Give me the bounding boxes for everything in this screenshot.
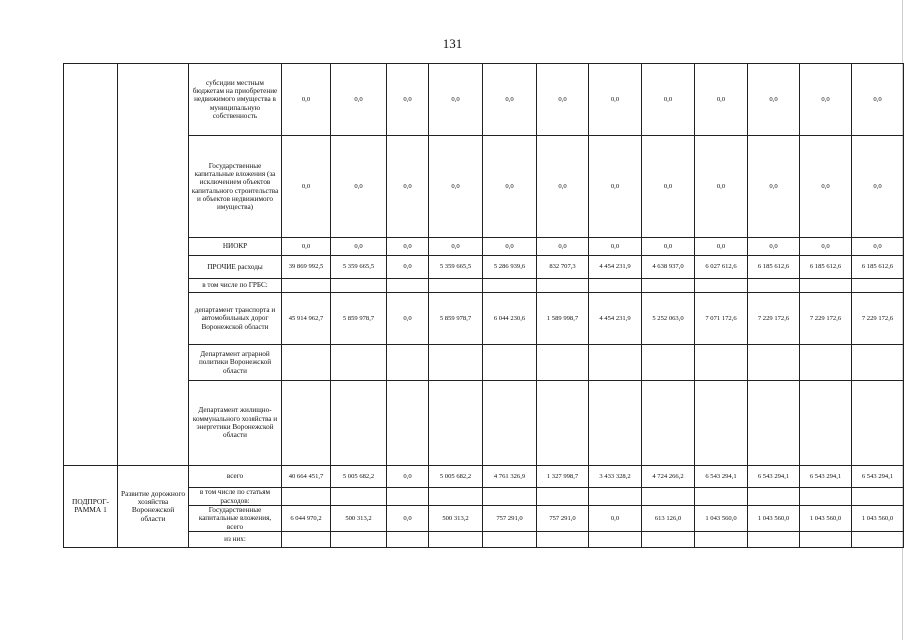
row-label: Государственные капитальные вложения, всего: [189, 506, 282, 532]
value-cell: 0,0: [642, 136, 695, 238]
value-cell: 0,0: [695, 64, 748, 136]
value-cell: 0,0: [852, 238, 904, 256]
value-cell: 6 543 294,1: [852, 466, 904, 488]
value-cell: 4 454 231,9: [589, 293, 642, 345]
budget-table: [63, 63, 904, 548]
value-cell: 0,0: [800, 64, 852, 136]
row-label: всего: [189, 466, 282, 488]
value-cell: [748, 279, 800, 293]
row-label: Государственные капитальные вложения (за исключением объектов капитального строительства и объектов недвижимого имущества): [189, 136, 282, 238]
value-cell: 0,0: [483, 64, 537, 136]
value-cell: [483, 488, 537, 506]
value-cell: [483, 531, 537, 547]
value-cell: [695, 279, 748, 293]
value-cell: [642, 381, 695, 466]
value-cell: [483, 279, 537, 293]
value-cell: [800, 345, 852, 381]
table-row: [64, 279, 904, 293]
program-name-cell: [118, 64, 189, 466]
value-cell: 0,0: [387, 136, 429, 238]
value-cell: [331, 531, 387, 547]
value-cell: [748, 488, 800, 506]
value-cell: 0,0: [852, 136, 904, 238]
table-row: [64, 256, 904, 279]
value-cell: [331, 279, 387, 293]
value-cell: 0,0: [387, 256, 429, 279]
value-cell: [589, 488, 642, 506]
value-cell: 1 043 560,0: [695, 506, 748, 532]
value-cell: [387, 345, 429, 381]
value-cell: 0,0: [589, 238, 642, 256]
value-cell: [642, 531, 695, 547]
value-cell: 6 543 294,1: [695, 466, 748, 488]
table-row: [64, 531, 904, 547]
value-cell: 6 543 294,1: [800, 466, 852, 488]
value-cell: [483, 381, 537, 466]
value-cell: 1 043 560,0: [800, 506, 852, 532]
value-cell: 757 291,0: [537, 506, 589, 532]
value-cell: 6 027 612,6: [695, 256, 748, 279]
value-cell: [282, 531, 331, 547]
value-cell: 0,0: [642, 64, 695, 136]
value-cell: 7 229 172,6: [748, 293, 800, 345]
row-label: НИОКР: [189, 238, 282, 256]
value-cell: 0,0: [282, 64, 331, 136]
value-cell: [800, 381, 852, 466]
value-cell: [537, 279, 589, 293]
value-cell: [852, 279, 904, 293]
value-cell: 5 005 682,2: [331, 466, 387, 488]
value-cell: [748, 381, 800, 466]
row-label: из них:: [189, 531, 282, 547]
row-label: Департамент аграрной политики Воронежской области: [189, 345, 282, 381]
table-row: [64, 345, 904, 381]
value-cell: [642, 345, 695, 381]
row-label: ПРОЧИЕ расходы: [189, 256, 282, 279]
table-row: [64, 238, 904, 256]
value-cell: 0,0: [800, 136, 852, 238]
value-cell: 0,0: [589, 136, 642, 238]
value-cell: [387, 531, 429, 547]
value-cell: [589, 531, 642, 547]
value-cell: 0,0: [642, 238, 695, 256]
table-row: [64, 506, 904, 532]
value-cell: 0,0: [282, 136, 331, 238]
value-cell: 0,0: [331, 238, 387, 256]
value-cell: 7 071 172,6: [695, 293, 748, 345]
program-code-cell: [64, 64, 118, 466]
value-cell: 1 043 560,0: [748, 506, 800, 532]
value-cell: 0,0: [387, 293, 429, 345]
value-cell: 0,0: [537, 64, 589, 136]
value-cell: [800, 531, 852, 547]
value-cell: 0,0: [748, 64, 800, 136]
value-cell: 5 359 665,5: [429, 256, 483, 279]
value-cell: 0,0: [589, 506, 642, 532]
value-cell: [852, 531, 904, 547]
value-cell: 0,0: [429, 238, 483, 256]
value-cell: 0,0: [748, 238, 800, 256]
table-row: [64, 466, 904, 488]
value-cell: [748, 345, 800, 381]
value-cell: 6 185 612,6: [852, 256, 904, 279]
value-cell: 757 291,0: [483, 506, 537, 532]
value-cell: [800, 279, 852, 293]
value-cell: 5 252 063,0: [642, 293, 695, 345]
value-cell: 4 454 231,9: [589, 256, 642, 279]
subprogram-title: ПОДПРОГ-РАММА 1: [64, 466, 118, 548]
value-cell: 0,0: [331, 64, 387, 136]
value-cell: [429, 279, 483, 293]
value-cell: [387, 279, 429, 293]
value-cell: 0,0: [537, 238, 589, 256]
value-cell: 0,0: [695, 136, 748, 238]
value-cell: 0,0: [429, 64, 483, 136]
value-cell: 6 185 612,6: [748, 256, 800, 279]
value-cell: 40 664 451,7: [282, 466, 331, 488]
value-cell: [695, 531, 748, 547]
value-cell: 5 859 978,7: [429, 293, 483, 345]
value-cell: [537, 531, 589, 547]
value-cell: [282, 488, 331, 506]
value-cell: 6 044 230,6: [483, 293, 537, 345]
value-cell: 45 914 962,7: [282, 293, 331, 345]
table-row: [64, 64, 904, 136]
value-cell: 5 359 665,5: [331, 256, 387, 279]
value-cell: 6 185 612,6: [800, 256, 852, 279]
value-cell: 4 638 937,0: [642, 256, 695, 279]
value-cell: 5 005 682,2: [429, 466, 483, 488]
value-cell: 1 043 560,0: [852, 506, 904, 532]
value-cell: 0,0: [537, 136, 589, 238]
value-cell: [852, 381, 904, 466]
table-row: [64, 136, 904, 238]
value-cell: [429, 345, 483, 381]
value-cell: [589, 279, 642, 293]
value-cell: [537, 381, 589, 466]
value-cell: 0,0: [695, 238, 748, 256]
page-number: 131: [442, 36, 463, 51]
value-cell: [387, 488, 429, 506]
value-cell: 0,0: [282, 238, 331, 256]
value-cell: 0,0: [800, 238, 852, 256]
row-label: Департамент жилищно-коммунального хозяйства и энергетики Воронежской области: [189, 381, 282, 466]
value-cell: [282, 345, 331, 381]
table-row: [64, 293, 904, 345]
value-cell: 0,0: [852, 64, 904, 136]
value-cell: [331, 488, 387, 506]
value-cell: 6 044 970,2: [282, 506, 331, 532]
value-cell: [589, 381, 642, 466]
value-cell: [800, 488, 852, 506]
value-cell: 7 229 172,6: [800, 293, 852, 345]
value-cell: [331, 381, 387, 466]
value-cell: 39 869 992,5: [282, 256, 331, 279]
value-cell: 0,0: [387, 466, 429, 488]
value-cell: [282, 279, 331, 293]
value-cell: 7 229 172,6: [852, 293, 904, 345]
value-cell: 500 313,2: [331, 506, 387, 532]
value-cell: 1 589 998,7: [537, 293, 589, 345]
value-cell: 0,0: [748, 136, 800, 238]
row-label: в том числе по ГРБС:: [189, 279, 282, 293]
value-cell: [642, 279, 695, 293]
value-cell: [429, 381, 483, 466]
value-cell: 5 286 939,6: [483, 256, 537, 279]
value-cell: 3 433 328,2: [589, 466, 642, 488]
value-cell: [537, 488, 589, 506]
table-row: [64, 381, 904, 466]
value-cell: 0,0: [429, 136, 483, 238]
value-cell: [387, 381, 429, 466]
value-cell: [282, 381, 331, 466]
value-cell: 613 126,0: [642, 506, 695, 532]
subprogram-name: Развитие дорожного хозяйства Воронежской области: [118, 466, 189, 548]
value-cell: 6 543 294,1: [748, 466, 800, 488]
value-cell: [695, 345, 748, 381]
value-cell: [695, 488, 748, 506]
table-row: [64, 488, 904, 506]
value-cell: [852, 488, 904, 506]
value-cell: 0,0: [331, 136, 387, 238]
row-label: департамент транспорта и автомобильных дорог Воронежской области: [189, 293, 282, 345]
value-cell: [483, 345, 537, 381]
value-cell: [748, 531, 800, 547]
value-cell: 832 707,3: [537, 256, 589, 279]
value-cell: 1 327 998,7: [537, 466, 589, 488]
value-cell: 0,0: [387, 238, 429, 256]
value-cell: [429, 531, 483, 547]
value-cell: 4 761 326,9: [483, 466, 537, 488]
value-cell: [429, 488, 483, 506]
row-label: в том числе по статьям расходов:: [189, 488, 282, 506]
value-cell: 500 313,2: [429, 506, 483, 532]
value-cell: 0,0: [589, 64, 642, 136]
row-label: субсидии местным бюджетам на приобретение недвижимого имущества в муниципальную собственность: [189, 64, 282, 136]
value-cell: 0,0: [387, 64, 429, 136]
value-cell: [695, 381, 748, 466]
value-cell: 0,0: [387, 506, 429, 532]
value-cell: [537, 345, 589, 381]
value-cell: [852, 345, 904, 381]
value-cell: 0,0: [483, 136, 537, 238]
value-cell: 4 724 266,2: [642, 466, 695, 488]
value-cell: [331, 345, 387, 381]
value-cell: [589, 345, 642, 381]
value-cell: [642, 488, 695, 506]
value-cell: 5 859 978,7: [331, 293, 387, 345]
value-cell: 0,0: [483, 238, 537, 256]
